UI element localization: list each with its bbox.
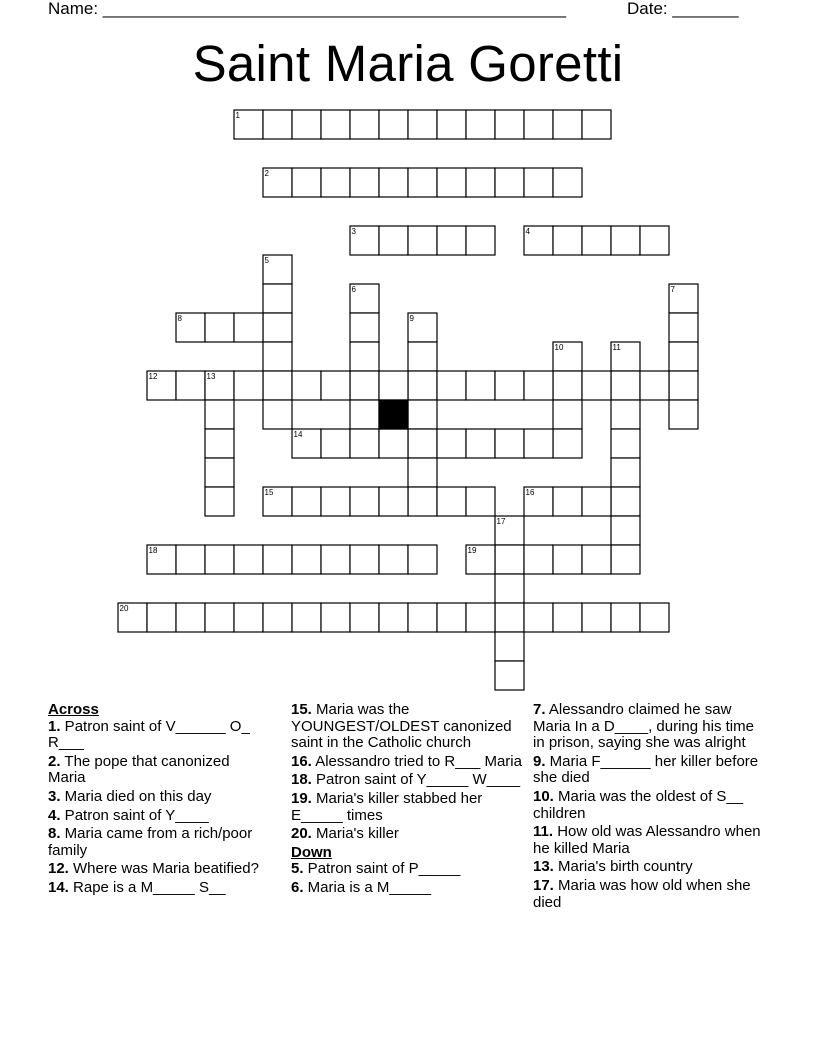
clue-text: Rape is a M_____ S__ — [68, 878, 226, 896]
grid-cell[interactable] — [553, 226, 582, 255]
grid-cell[interactable] — [379, 487, 408, 516]
page-title: Saint Maria Goretti — [192, 35, 624, 92]
grid-cell[interactable] — [263, 545, 292, 574]
clue-number: 12. — [48, 860, 69, 878]
grid-cell[interactable] — [437, 110, 466, 139]
clue-item — [48, 826, 270, 859]
clue-number: 1. — [48, 717, 61, 735]
grid-cell[interactable] — [524, 371, 553, 400]
grid-cell[interactable] — [669, 284, 698, 313]
clue-number: 10. — [533, 787, 554, 805]
grid-cell[interactable] — [350, 110, 379, 139]
grid-cell[interactable] — [292, 429, 321, 458]
grid-cell[interactable] — [234, 545, 263, 574]
grid-cell[interactable] — [408, 429, 437, 458]
clues-column-1 — [48, 702, 270, 899]
grid-cell[interactable] — [466, 110, 495, 139]
clue-item — [48, 880, 270, 897]
grid-cell[interactable] — [350, 371, 379, 400]
grid-cell[interactable] — [379, 603, 408, 632]
grid-cell[interactable] — [437, 226, 466, 255]
clue-text: How old was Alessandro when he killed Maria — [533, 823, 761, 857]
clue-item — [291, 772, 523, 789]
grid-cell[interactable] — [553, 487, 582, 516]
grid-cell[interactable] — [611, 545, 640, 574]
clue-text: Patron saint of Y____ — [60, 806, 209, 824]
clue-text: Maria was the oldest of S__ children — [533, 787, 744, 822]
grid-cell[interactable] — [553, 545, 582, 574]
grid-cell[interactable] — [408, 603, 437, 632]
grid-cell[interactable] — [408, 168, 437, 197]
clue-item — [48, 719, 270, 752]
cell-number: 12 — [148, 372, 158, 381]
grid-cell[interactable] — [437, 371, 466, 400]
clue-text: Where was Maria beatified? — [68, 860, 259, 878]
grid-cell[interactable] — [582, 110, 611, 139]
cell-number: 19 — [467, 546, 477, 555]
clue-text: Alessandro tried to R___ Maria — [311, 752, 522, 770]
clue-item — [533, 824, 765, 857]
cell-number: 15 — [264, 488, 274, 497]
grid-cell[interactable] — [640, 603, 669, 632]
grid-cell[interactable] — [495, 110, 524, 139]
grid-cell[interactable] — [495, 632, 524, 661]
grid-cell[interactable] — [466, 168, 495, 197]
clue-text: Patron saint of P_____ — [303, 860, 461, 878]
clue-text: The pope that canonized Maria — [48, 752, 230, 787]
grid-cell[interactable] — [321, 371, 350, 400]
grid-cell[interactable] — [611, 429, 640, 458]
clue-text: Maria was the YOUNGEST/OLDEST canonized saint in the Catholic church — [291, 701, 512, 752]
grid-cell[interactable] — [263, 255, 292, 284]
grid-cell[interactable] — [321, 429, 350, 458]
clue-text: Maria's birth country — [553, 858, 693, 876]
grid-cell[interactable] — [669, 342, 698, 371]
grid-cell[interactable] — [495, 429, 524, 458]
grid-cell[interactable] — [321, 487, 350, 516]
grid-cell[interactable] — [263, 603, 292, 632]
grid-cell[interactable] — [553, 400, 582, 429]
grid-cell[interactable] — [379, 371, 408, 400]
grid-cell[interactable] — [292, 545, 321, 574]
grid-cell[interactable] — [350, 313, 379, 342]
grid-cell[interactable] — [553, 429, 582, 458]
grid-cell[interactable] — [350, 284, 379, 313]
blocked-cell — [379, 400, 408, 429]
clue-item — [291, 702, 523, 752]
clue-number: 15. — [291, 701, 312, 718]
grid-cell[interactable] — [611, 487, 640, 516]
grid-cell[interactable] — [466, 226, 495, 255]
grid-cell[interactable] — [350, 400, 379, 429]
grid-cell[interactable] — [408, 545, 437, 574]
clue-number: 20. — [291, 825, 312, 843]
grid-cell[interactable] — [205, 400, 234, 429]
grid-cell[interactable] — [495, 168, 524, 197]
clue-number: 6. — [291, 878, 304, 896]
grid-cell[interactable] — [553, 342, 582, 371]
grid-cell[interactable] — [176, 603, 205, 632]
grid-cell[interactable] — [582, 603, 611, 632]
grid-cell[interactable] — [524, 168, 553, 197]
down-heading: Down — [291, 843, 332, 861]
grid-cell[interactable] — [437, 487, 466, 516]
clue-item — [48, 789, 270, 806]
grid-cell[interactable] — [263, 487, 292, 516]
clue-item — [48, 861, 270, 878]
date-field-label: Date: _______ — [627, 0, 739, 18]
grid-cell[interactable] — [553, 168, 582, 197]
cell-number: 11 — [612, 343, 621, 352]
grid-cell[interactable] — [234, 371, 263, 400]
grid-cell[interactable] — [466, 371, 495, 400]
grid-cell[interactable] — [495, 545, 524, 574]
cell-number: 5 — [264, 256, 269, 265]
cell-number: 20 — [119, 604, 129, 613]
clues-column-3 — [533, 702, 765, 913]
grid-cell[interactable] — [263, 371, 292, 400]
grid-cell[interactable] — [292, 168, 321, 197]
grid-cell[interactable] — [408, 400, 437, 429]
clue-number: 14. — [48, 878, 69, 896]
grid-cell[interactable] — [234, 313, 263, 342]
clue-number: 8. — [48, 825, 61, 843]
clue-item — [291, 826, 523, 843]
grid-cell[interactable] — [292, 110, 321, 139]
grid-cell[interactable] — [292, 371, 321, 400]
clue-item — [48, 754, 270, 787]
grid-cell[interactable] — [147, 545, 176, 574]
grid-cell[interactable] — [350, 168, 379, 197]
grid-cell[interactable] — [640, 226, 669, 255]
grid-cell[interactable] — [379, 168, 408, 197]
clue-number: 2. — [48, 752, 61, 770]
grid-cell[interactable] — [379, 226, 408, 255]
grid-cell[interactable] — [524, 429, 553, 458]
clue-number: 3. — [48, 787, 61, 805]
grid-cell[interactable] — [379, 110, 408, 139]
grid-cell[interactable] — [321, 168, 350, 197]
clue-item — [48, 808, 270, 825]
grid-cell[interactable] — [408, 226, 437, 255]
clue-number: 13. — [533, 858, 554, 876]
clue-number: 5. — [291, 860, 304, 878]
grid-cell[interactable] — [321, 545, 350, 574]
cell-number: 16 — [525, 488, 535, 497]
grid-cell[interactable] — [495, 371, 524, 400]
grid-cell[interactable] — [205, 487, 234, 516]
grid-cell[interactable] — [205, 371, 234, 400]
grid-cell[interactable] — [524, 487, 553, 516]
grid-cell[interactable] — [263, 168, 292, 197]
grid-cell[interactable] — [205, 458, 234, 487]
clue-text: Maria F______ her killer before she died — [533, 752, 759, 787]
clue-number: 16. — [291, 752, 312, 770]
grid-cell[interactable] — [408, 342, 437, 371]
grid-cell[interactable] — [611, 371, 640, 400]
grid-cell[interactable] — [118, 603, 147, 632]
grid-cell[interactable] — [263, 342, 292, 371]
cell-number: 7 — [670, 285, 675, 294]
grid-cell[interactable] — [582, 487, 611, 516]
clue-text: Maria was how old when she died — [533, 876, 751, 911]
grid-cell[interactable] — [611, 400, 640, 429]
grid-cell[interactable] — [524, 545, 553, 574]
cell-number: 10 — [554, 343, 564, 352]
name-field-label: Name: _________________________________________________ — [48, 0, 567, 18]
clue-item — [291, 791, 523, 824]
clue-item — [291, 880, 523, 897]
cell-number: 17 — [496, 517, 506, 526]
grid-cell[interactable] — [611, 342, 640, 371]
grid-cell[interactable] — [582, 226, 611, 255]
grid-cell[interactable] — [350, 487, 379, 516]
grid-cell[interactable] — [350, 603, 379, 632]
grid-cell[interactable] — [408, 487, 437, 516]
grid-cell[interactable] — [437, 168, 466, 197]
grid-cell[interactable] — [524, 603, 553, 632]
grid-cell[interactable] — [466, 429, 495, 458]
clues-column-2 — [291, 702, 523, 899]
grid-cell[interactable] — [321, 110, 350, 139]
clue-number: 9. — [533, 752, 546, 770]
cell-number: 8 — [177, 314, 182, 323]
grid-cell[interactable] — [495, 516, 524, 545]
grid-cell[interactable] — [263, 284, 292, 313]
grid-cell[interactable] — [205, 313, 234, 342]
clue-text: Maria is a M_____ — [303, 878, 432, 896]
grid-cell[interactable] — [350, 342, 379, 371]
grid-cell[interactable] — [350, 545, 379, 574]
clue-item — [533, 878, 765, 911]
grid-cell[interactable] — [611, 226, 640, 255]
clue-number: 4. — [48, 806, 61, 824]
cell-number: 3 — [351, 227, 356, 236]
grid-cell[interactable] — [611, 458, 640, 487]
grid-cell[interactable] — [466, 545, 495, 574]
clue-number: 17. — [533, 876, 554, 894]
cell-number: 18 — [148, 546, 158, 555]
grid-cell[interactable] — [408, 313, 437, 342]
clue-item — [291, 861, 523, 878]
grid-cell[interactable] — [466, 603, 495, 632]
grid-cell[interactable] — [350, 226, 379, 255]
clue-item — [533, 754, 765, 787]
grid-cell[interactable] — [524, 226, 553, 255]
grid-cell[interactable] — [640, 371, 669, 400]
grid-cell[interactable] — [205, 545, 234, 574]
clue-item — [533, 789, 765, 822]
grid-cell[interactable] — [234, 110, 263, 139]
grid-cell[interactable] — [408, 371, 437, 400]
grid-cell[interactable] — [553, 371, 582, 400]
grid-cell[interactable] — [379, 545, 408, 574]
grid-cell[interactable] — [553, 603, 582, 632]
grid-cell[interactable] — [147, 371, 176, 400]
grid-cell[interactable] — [147, 603, 176, 632]
cell-number: 6 — [351, 285, 356, 294]
grid-cell[interactable] — [379, 429, 408, 458]
grid-cell[interactable] — [408, 458, 437, 487]
grid-cell[interactable] — [234, 603, 263, 632]
grid-cell[interactable] — [292, 487, 321, 516]
grid-cell[interactable] — [176, 545, 205, 574]
grid-cell[interactable] — [292, 603, 321, 632]
clue-text: Maria's killer stabbed her E_____ times — [291, 789, 483, 824]
clue-text: Maria died on this day — [60, 787, 212, 805]
clue-number: 19. — [291, 789, 312, 807]
grid-cell[interactable] — [437, 603, 466, 632]
cell-number: 9 — [409, 314, 414, 323]
cell-number: 1 — [235, 111, 240, 120]
grid-cell[interactable] — [669, 313, 698, 342]
grid-cell[interactable] — [263, 400, 292, 429]
grid-cell[interactable] — [321, 603, 350, 632]
grid-cell[interactable] — [495, 603, 524, 632]
grid-cell[interactable] — [669, 371, 698, 400]
cell-number: 2 — [264, 169, 269, 178]
grid-cell[interactable] — [205, 603, 234, 632]
cell-number: 14 — [293, 430, 303, 439]
cell-number: 4 — [525, 227, 530, 236]
grid-cell[interactable] — [669, 400, 698, 429]
grid-cell[interactable] — [437, 429, 466, 458]
grid-cell[interactable] — [495, 661, 524, 690]
clue-number: 18. — [291, 771, 312, 789]
clue-item — [291, 754, 523, 771]
clue-item — [533, 859, 765, 876]
grid-cell[interactable] — [582, 371, 611, 400]
clue-item — [533, 702, 765, 752]
clue-number: 11. — [533, 823, 554, 841]
grid-cell[interactable] — [495, 574, 524, 603]
grid-cell[interactable] — [350, 429, 379, 458]
grid-cell[interactable] — [263, 313, 292, 342]
clue-text: Patron saint of V______ O_ R___ — [48, 717, 250, 752]
grid-cell[interactable] — [582, 545, 611, 574]
grid-cell[interactable] — [176, 371, 205, 400]
clue-text: Alessandro claimed he saw Maria In a D____, during his time in prison, saying she was alright — [533, 701, 754, 752]
grid-cell[interactable] — [466, 487, 495, 516]
grid-cell[interactable] — [553, 110, 582, 139]
grid-cell[interactable] — [611, 516, 640, 545]
grid-cell[interactable] — [611, 603, 640, 632]
grid-cell[interactable] — [263, 110, 292, 139]
clue-text: Patron saint of Y_____ W____ — [311, 771, 521, 789]
clue-number: 7. — [533, 701, 546, 718]
grid-cell[interactable] — [524, 110, 553, 139]
grid-cell[interactable] — [408, 110, 437, 139]
grid-cell[interactable] — [176, 313, 205, 342]
clue-text: Maria came from a rich/poor family — [48, 825, 253, 859]
cell-number: 13 — [206, 372, 216, 381]
across-heading: Across — [48, 701, 99, 718]
clue-text: Maria's killer — [311, 825, 399, 843]
grid-cell[interactable] — [205, 429, 234, 458]
